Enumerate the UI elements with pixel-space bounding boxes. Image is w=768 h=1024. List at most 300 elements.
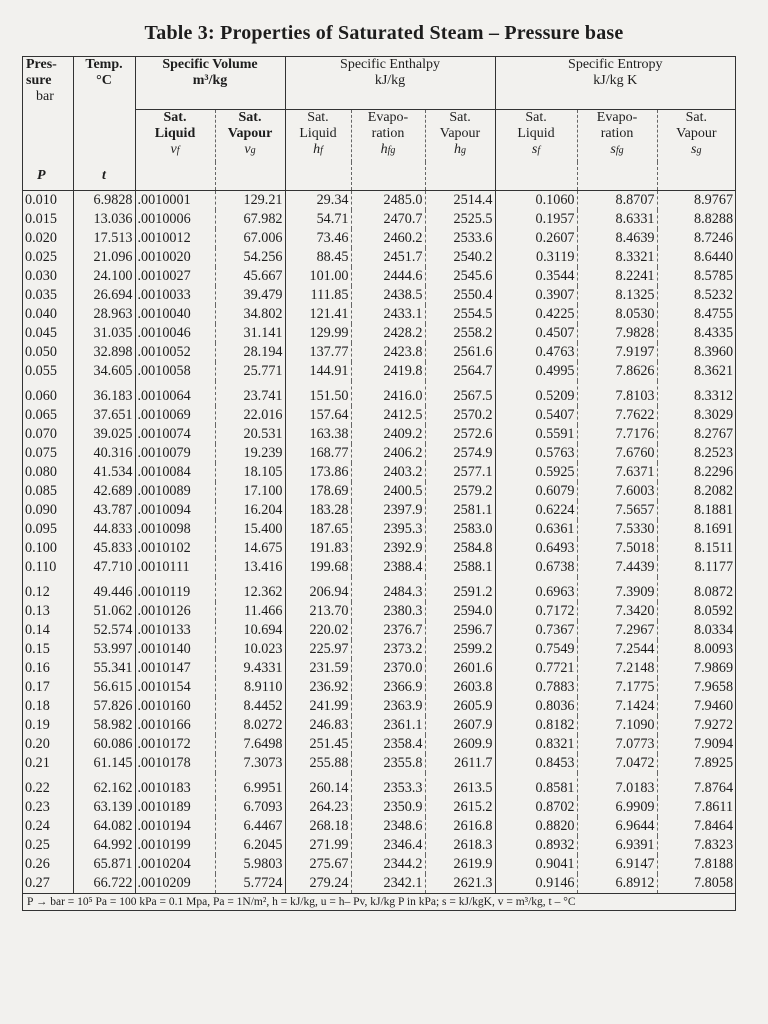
sat-liquid-enthalpy-cell: 255.88 (285, 754, 351, 773)
temperature-header-label: Temp. (85, 57, 123, 72)
header-spacer-sg (657, 162, 735, 191)
sat-vapour-volume-cell: 45.667 (215, 267, 285, 286)
pressure-cell: 0.085 (25, 483, 57, 499)
sat-liquid-volume-cell: .0010098 (135, 520, 215, 539)
sat-vapour-volume-cell: 11.466 (215, 602, 285, 621)
evaporation-enthalpy-cell: 2428.2 (351, 324, 425, 343)
table-row (23, 501, 735, 520)
sat-vapour-volume-header (215, 110, 285, 163)
sf-label-1: Sat. (525, 110, 547, 125)
evaporation-entropy-cell: 7.8103 (577, 381, 657, 406)
sat-liquid-entropy-cell: 0.8581 (495, 773, 577, 798)
sat-vapour-volume-cell: 9.4331 (215, 659, 285, 678)
table-row (23, 640, 735, 659)
evaporation-enthalpy-cell: 2392.9 (351, 539, 425, 558)
sat-liquid-enthalpy-cell: 29.34 (285, 191, 351, 211)
table-row (23, 191, 735, 211)
sat-vapour-enthalpy-cell: 2611.7 (425, 754, 495, 773)
sat-vapour-entropy-cell: 7.8323 (657, 836, 735, 855)
sat-liquid-volume-cell: .0010166 (135, 716, 215, 735)
sat-vapour-volume-cell: 18.105 (215, 463, 285, 482)
sat-liquid-entropy-cell: 0.6079 (495, 482, 577, 501)
sat-liquid-enthalpy-cell: 275.67 (285, 855, 351, 874)
sat-vapour-entropy-cell: 8.2523 (657, 444, 735, 463)
sat-liquid-entropy-cell: 0.4225 (495, 305, 577, 324)
sat-liquid-enthalpy-cell: 220.02 (285, 621, 351, 640)
sg-label-1: Sat. (685, 110, 707, 125)
header-spacer-sf (495, 162, 577, 191)
evaporation-enthalpy-cell: 2388.4 (351, 558, 425, 577)
table-row (23, 305, 735, 324)
sat-vapour-entropy-cell: 7.8925 (657, 754, 735, 773)
sat-vapour-enthalpy-cell: 2616.8 (425, 817, 495, 836)
sat-liquid-enthalpy-cell: 151.50 (285, 381, 351, 406)
sat-liquid-enthalpy-cell: 225.97 (285, 640, 351, 659)
table-title: Table 3: Properties of Saturated Steam – Pressure base (144, 22, 624, 44)
evaporation-enthalpy-cell: 2380.3 (351, 602, 425, 621)
evaporation-enthalpy-cell: 2416.0 (351, 381, 425, 406)
table-row (23, 229, 735, 248)
pressure-cell: 0.26 (25, 856, 50, 872)
temperature-cell: 36.183 (73, 381, 135, 406)
sat-liquid-enthalpy-cell: 187.65 (285, 520, 351, 539)
table-row (23, 463, 735, 482)
evaporation-enthalpy-cell: 2419.8 (351, 362, 425, 381)
sat-liquid-entropy-cell: 0.5925 (495, 463, 577, 482)
sat-vapour-volume-cell: 6.9951 (215, 773, 285, 798)
evaporation-entropy-cell: 7.7176 (577, 425, 657, 444)
sat-vapour-volume-cell: 16.204 (215, 501, 285, 520)
sat-liquid-volume-cell: .0010040 (135, 305, 215, 324)
sat-liquid-volume-cell: .0010094 (135, 501, 215, 520)
sat-vapour-enthalpy-cell: 2567.5 (425, 381, 495, 406)
evaporation-enthalpy-cell: 2470.7 (351, 210, 425, 229)
sat-vapour-volume-cell: 39.479 (215, 286, 285, 305)
sat-liquid-entropy-cell: 0.8036 (495, 697, 577, 716)
evaporation-entropy-cell: 8.2241 (577, 267, 657, 286)
temperature-cell: 40.316 (73, 444, 135, 463)
header-spacer-hfg (351, 162, 425, 191)
sat-vapour-volume-cell: 8.0272 (215, 716, 285, 735)
sat-liquid-enthalpy-cell: 168.77 (285, 444, 351, 463)
pressure-header (23, 57, 73, 162)
temperature-header (73, 57, 135, 162)
temperature-cell: 57.826 (73, 697, 135, 716)
sat-vapour-volume-cell: 20.531 (215, 425, 285, 444)
sfg-label-1: Evapo- (596, 110, 638, 125)
sat-liquid-volume-cell: .0010189 (135, 798, 215, 817)
evaporation-entropy-cell: 7.7622 (577, 406, 657, 425)
sat-vapour-enthalpy-cell: 2605.9 (425, 697, 495, 716)
evaporation-entropy-cell: 7.2967 (577, 621, 657, 640)
sat-liquid-entropy-cell: 0.4763 (495, 343, 577, 362)
sat-liquid-volume-cell: .0010133 (135, 621, 215, 640)
pressure-cell: 0.20 (25, 736, 50, 752)
sat-vapour-entropy-cell: 7.9272 (657, 716, 735, 735)
evaporation-enthalpy-cell: 2353.3 (351, 773, 425, 798)
sat-liquid-enthalpy-cell: 271.99 (285, 836, 351, 855)
table-row (23, 343, 735, 362)
sat-liquid-volume-cell: .0010199 (135, 836, 215, 855)
sat-liquid-enthalpy-cell: 101.00 (285, 267, 351, 286)
evaporation-entropy-cell: 7.5657 (577, 501, 657, 520)
sat-liquid-volume-cell: .0010052 (135, 343, 215, 362)
sat-vapour-volume-cell: 7.3073 (215, 754, 285, 773)
sat-vapour-entropy-cell: 8.2296 (657, 463, 735, 482)
evaporation-enthalpy-cell: 2451.7 (351, 248, 425, 267)
sat-liquid-volume-cell: .0010064 (135, 381, 215, 406)
evaporation-entropy-cell: 7.2148 (577, 659, 657, 678)
evaporation-enthalpy-cell: 2423.8 (351, 343, 425, 362)
table-row (23, 267, 735, 286)
sat-vapour-enthalpy-cell: 2564.7 (425, 362, 495, 381)
table-row (23, 754, 735, 773)
evaporation-enthalpy-cell: 2409.2 (351, 425, 425, 444)
evaporation-entropy-cell: 7.0472 (577, 754, 657, 773)
sat-vapour-volume-cell: 22.016 (215, 406, 285, 425)
sat-liquid-entropy-cell: 0.8182 (495, 716, 577, 735)
sat-vapour-enthalpy-cell: 2603.8 (425, 678, 495, 697)
sat-vapour-entropy-cell: 8.3029 (657, 406, 735, 425)
evaporation-enthalpy-cell: 2358.4 (351, 735, 425, 754)
sat-liquid-volume-cell: .0010209 (135, 874, 215, 893)
sat-liquid-entropy-cell: 0.4507 (495, 324, 577, 343)
table-row (23, 577, 735, 602)
temperature-cell: 37.651 (73, 406, 135, 425)
temperature-cell: 31.035 (73, 324, 135, 343)
evaporation-entropy-cell: 7.6003 (577, 482, 657, 501)
sat-liquid-entropy-cell: 0.5209 (495, 381, 577, 406)
evaporation-enthalpy-cell: 2484.3 (351, 577, 425, 602)
sat-liquid-volume-cell: .0010046 (135, 324, 215, 343)
evaporation-enthalpy-cell: 2395.3 (351, 520, 425, 539)
evaporation-entropy-cell: 7.6371 (577, 463, 657, 482)
evaporation-entropy-cell: 7.0183 (577, 773, 657, 798)
hfg-label-1: Evapo- (367, 110, 409, 125)
sat-liquid-volume-cell: .0010126 (135, 602, 215, 621)
sat-vapour-volume-cell: 13.416 (215, 558, 285, 577)
sat-vapour-entropy-cell: 8.0872 (657, 577, 735, 602)
sg-symbol-letter: s (691, 142, 697, 157)
sat-liquid-enthalpy-cell: 88.45 (285, 248, 351, 267)
specific-enthalpy-unit: kJ/kg (374, 73, 406, 88)
evaporation-enthalpy-cell: 2444.6 (351, 267, 425, 286)
temperature-cell: 32.898 (73, 343, 135, 362)
sat-vapour-entropy-cell: 7.8188 (657, 855, 735, 874)
sat-liquid-volume-cell: .0010183 (135, 773, 215, 798)
header-spacer-hf (285, 162, 351, 191)
sat-liquid-volume-cell: .0010194 (135, 817, 215, 836)
temperature-cell: 52.574 (73, 621, 135, 640)
steam-properties-table (23, 57, 735, 893)
table-row (23, 425, 735, 444)
hg-symbol-sub: g (461, 145, 466, 156)
temperature-cell: 6.9828 (73, 191, 135, 211)
specific-enthalpy-header (285, 57, 495, 110)
sat-vapour-enthalpy-cell: 2588.1 (425, 558, 495, 577)
sat-vapour-entropy-cell: 8.1691 (657, 520, 735, 539)
sat-vapour-enthalpy-cell: 2550.4 (425, 286, 495, 305)
sat-vapour-entropy-cell: 7.8058 (657, 874, 735, 893)
sat-vapour-entropy-cell: 8.3960 (657, 343, 735, 362)
table-row (23, 248, 735, 267)
sat-liquid-enthalpy-cell: 137.77 (285, 343, 351, 362)
sat-vapour-volume-cell: 17.100 (215, 482, 285, 501)
sat-vapour-entropy-cell: 7.9869 (657, 659, 735, 678)
pressure-cell: 0.090 (25, 502, 57, 518)
vg-symbol-letter: v (244, 142, 251, 157)
evaporation-enthalpy-cell: 2397.9 (351, 501, 425, 520)
pressure-cell: 0.080 (25, 464, 57, 480)
evaporation-entropy-cell: 7.0773 (577, 735, 657, 754)
sat-vapour-entropy-cell: 7.8464 (657, 817, 735, 836)
vf-label-1: Sat. (163, 110, 187, 125)
sat-liquid-volume-cell: .0010154 (135, 678, 215, 697)
evaporation-entropy-cell: 8.6331 (577, 210, 657, 229)
sat-liquid-volume-cell: .0010006 (135, 210, 215, 229)
sat-vapour-enthalpy-cell: 2621.3 (425, 874, 495, 893)
table-row (23, 836, 735, 855)
sat-vapour-enthalpy-cell: 2574.9 (425, 444, 495, 463)
sat-vapour-volume-cell: 34.802 (215, 305, 285, 324)
sat-vapour-entropy-cell: 8.6440 (657, 248, 735, 267)
sat-liquid-enthalpy-cell: 246.83 (285, 716, 351, 735)
sat-liquid-entropy-cell: 0.6224 (495, 501, 577, 520)
sat-liquid-entropy-cell: 0.8321 (495, 735, 577, 754)
temperature-header-unit: °C (96, 73, 112, 88)
sg-symbol (660, 142, 734, 159)
evaporation-enthalpy-cell: 2376.7 (351, 621, 425, 640)
sat-liquid-volume-cell: .0010119 (135, 577, 215, 602)
sat-liquid-volume-cell: .0010074 (135, 425, 215, 444)
pressure-cell: 0.060 (25, 388, 57, 404)
table-row (23, 874, 735, 893)
hfg-symbol-letter: h (380, 142, 388, 157)
sat-vapour-volume-cell: 19.239 (215, 444, 285, 463)
hfg-symbol (354, 142, 423, 159)
evaporation-entropy-cell: 7.8626 (577, 362, 657, 381)
hf-symbol (288, 142, 349, 159)
sat-vapour-enthalpy-cell: 2514.4 (425, 191, 495, 211)
table-row (23, 621, 735, 640)
sat-liquid-volume-cell: .0010020 (135, 248, 215, 267)
sat-liquid-entropy-cell: 0.9041 (495, 855, 577, 874)
temperature-cell: 34.605 (73, 362, 135, 381)
sfg-symbol (580, 142, 655, 159)
sat-vapour-volume-cell: 25.771 (215, 362, 285, 381)
sat-liquid-enthalpy-cell: 199.68 (285, 558, 351, 577)
sat-vapour-entropy-cell: 8.2082 (657, 482, 735, 501)
sat-vapour-enthalpy-cell: 2570.2 (425, 406, 495, 425)
sat-vapour-enthalpy-cell: 2561.6 (425, 343, 495, 362)
evaporation-enthalpy-cell: 2355.8 (351, 754, 425, 773)
sat-liquid-volume-cell: .0010089 (135, 482, 215, 501)
evaporation-entropy-cell: 6.9909 (577, 798, 657, 817)
table-row (23, 286, 735, 305)
table-row (23, 520, 735, 539)
table-row (23, 659, 735, 678)
sat-vapour-volume-cell: 6.4467 (215, 817, 285, 836)
temperature-symbol: t (73, 162, 135, 191)
sat-liquid-volume-cell: .0010172 (135, 735, 215, 754)
sat-vapour-enthalpy-cell: 2584.8 (425, 539, 495, 558)
sat-liquid-enthalpy-cell: 279.24 (285, 874, 351, 893)
sat-liquid-volume-cell: .0010079 (135, 444, 215, 463)
vf-symbol (138, 142, 213, 159)
sat-vapour-enthalpy-cell: 2596.7 (425, 621, 495, 640)
temperature-cell: 56.615 (73, 678, 135, 697)
sat-liquid-entropy-cell: 0.2607 (495, 229, 577, 248)
sat-vapour-entropy-cell: 8.0334 (657, 621, 735, 640)
table-row (23, 678, 735, 697)
vf-symbol-sub: f (176, 145, 180, 156)
sat-vapour-enthalpy-cell: 2583.0 (425, 520, 495, 539)
sat-liquid-entropy-cell: 0.7367 (495, 621, 577, 640)
sat-vapour-enthalpy-cell: 2554.5 (425, 305, 495, 324)
vg-label-2: Vapour (227, 126, 273, 141)
sat-vapour-entropy-cell: 8.4755 (657, 305, 735, 324)
evaporation-entropy-cell: 6.9644 (577, 817, 657, 836)
vg-symbol-sub: g (250, 145, 256, 156)
sat-liquid-enthalpy-cell: 54.71 (285, 210, 351, 229)
sat-liquid-entropy-cell: 0.8453 (495, 754, 577, 773)
sat-liquid-volume-header (135, 110, 215, 163)
sat-liquid-enthalpy-cell: 241.99 (285, 697, 351, 716)
table-row (23, 602, 735, 621)
sat-vapour-volume-cell: 10.694 (215, 621, 285, 640)
sat-vapour-entropy-cell: 8.1511 (657, 539, 735, 558)
evaporation-entropy-cell: 6.8912 (577, 874, 657, 893)
sfg-label-2: ration (600, 126, 634, 141)
evaporation-entropy-cell: 8.3321 (577, 248, 657, 267)
evaporation-enthalpy-cell: 2373.2 (351, 640, 425, 659)
evaporation-enthalpy-cell: 2412.5 (351, 406, 425, 425)
sat-vapour-entropy-cell: 8.2767 (657, 425, 735, 444)
evaporation-enthalpy-cell: 2400.5 (351, 482, 425, 501)
evaporation-entropy-cell: 8.0530 (577, 305, 657, 324)
sat-liquid-entropy-cell: 0.8820 (495, 817, 577, 836)
pressure-cell: 0.075 (25, 445, 57, 461)
evaporation-entropy-cell: 8.8707 (577, 191, 657, 211)
sat-liquid-enthalpy-cell: 213.70 (285, 602, 351, 621)
pressure-header-line1: Pres- (26, 57, 57, 72)
evaporation-entropy-cell: 6.9147 (577, 855, 657, 874)
sat-liquid-enthalpy-header (285, 110, 351, 163)
sat-vapour-enthalpy-cell: 2579.2 (425, 482, 495, 501)
sat-vapour-entropy-cell: 8.8288 (657, 210, 735, 229)
sat-liquid-entropy-cell: 0.9146 (495, 874, 577, 893)
sat-liquid-entropy-cell: 0.5407 (495, 406, 577, 425)
sat-liquid-enthalpy-cell: 163.38 (285, 425, 351, 444)
header-spacer-vf (135, 162, 215, 191)
pressure-cell: 0.065 (25, 407, 57, 423)
evaporation-enthalpy-cell: 2460.2 (351, 229, 425, 248)
temperature-cell: 17.513 (73, 229, 135, 248)
sat-vapour-entropy-cell: 8.5785 (657, 267, 735, 286)
steam-table-container (22, 56, 736, 911)
sat-liquid-volume-cell: .0010033 (135, 286, 215, 305)
hg-symbol (428, 142, 493, 159)
sat-liquid-entropy-cell: 0.8932 (495, 836, 577, 855)
table-row (23, 324, 735, 343)
evaporation-enthalpy-cell: 2348.6 (351, 817, 425, 836)
sat-liquid-enthalpy-cell: 268.18 (285, 817, 351, 836)
sat-liquid-enthalpy-cell: 73.46 (285, 229, 351, 248)
sat-vapour-entropy-cell: 8.3621 (657, 362, 735, 381)
sat-vapour-enthalpy-cell: 2525.5 (425, 210, 495, 229)
sat-vapour-enthalpy-cell: 2533.6 (425, 229, 495, 248)
temperature-cell: 53.997 (73, 640, 135, 659)
pressure-header-unit: bar (36, 89, 54, 104)
specific-volume-header (135, 57, 285, 110)
pressure-symbol: P (23, 162, 73, 191)
temperature-cell: 58.982 (73, 716, 135, 735)
sat-vapour-volume-cell: 10.023 (215, 640, 285, 659)
table-row (23, 362, 735, 381)
vg-label-1: Sat. (238, 110, 262, 125)
sat-liquid-entropy-cell: 0.6738 (495, 558, 577, 577)
pressure-cell: 0.025 (25, 249, 57, 265)
header-spacer-sfg (577, 162, 657, 191)
sat-vapour-enthalpy-cell: 2601.6 (425, 659, 495, 678)
evaporation-entropy-cell: 8.1325 (577, 286, 657, 305)
pressure-cell: 0.16 (25, 660, 50, 676)
pressure-cell: 0.12 (25, 584, 50, 600)
sf-label-2: Liquid (517, 126, 555, 141)
temperature-cell: 43.787 (73, 501, 135, 520)
temperature-cell: 55.341 (73, 659, 135, 678)
vg-symbol (218, 142, 283, 159)
hf-label-2: Liquid (299, 126, 337, 141)
sat-vapour-enthalpy-cell: 2577.1 (425, 463, 495, 482)
sat-vapour-entropy-cell: 8.4335 (657, 324, 735, 343)
evaporation-enthalpy-header (351, 110, 425, 163)
evaporation-entropy-cell: 7.1424 (577, 697, 657, 716)
table-row (23, 539, 735, 558)
sat-vapour-volume-cell: 5.7724 (215, 874, 285, 893)
temperature-cell: 21.096 (73, 248, 135, 267)
sat-vapour-volume-cell: 7.6498 (215, 735, 285, 754)
pressure-cell: 0.010 (25, 192, 57, 208)
pressure-cell: 0.045 (25, 325, 57, 341)
sat-vapour-entropy-cell: 7.8611 (657, 798, 735, 817)
sat-liquid-entropy-cell: 0.7549 (495, 640, 577, 659)
sat-liquid-entropy-cell: 0.7172 (495, 602, 577, 621)
pressure-cell: 0.23 (25, 799, 50, 815)
pressure-cell: 0.030 (25, 268, 57, 284)
evaporation-entropy-cell: 8.4639 (577, 229, 657, 248)
sat-vapour-entropy-cell: 8.1177 (657, 558, 735, 577)
temperature-cell: 64.082 (73, 817, 135, 836)
sat-liquid-enthalpy-cell: 191.83 (285, 539, 351, 558)
evaporation-enthalpy-cell: 2361.1 (351, 716, 425, 735)
sat-liquid-volume-cell: .0010160 (135, 697, 215, 716)
evaporation-enthalpy-cell: 2438.5 (351, 286, 425, 305)
sat-liquid-volume-cell: .0010111 (135, 558, 215, 577)
sat-liquid-entropy-cell: 0.5591 (495, 425, 577, 444)
sf-symbol-letter: s (531, 142, 538, 157)
sat-liquid-enthalpy-cell: 231.59 (285, 659, 351, 678)
temperature-cell: 63.139 (73, 798, 135, 817)
sat-vapour-enthalpy-cell: 2581.1 (425, 501, 495, 520)
sg-label-2: Vapour (676, 126, 717, 141)
sat-vapour-volume-cell: 14.675 (215, 539, 285, 558)
table-row (23, 482, 735, 501)
specific-entropy-header (495, 57, 735, 110)
sat-liquid-entropy-cell: 0.5763 (495, 444, 577, 463)
pressure-cell: 0.15 (25, 641, 50, 657)
pressure-cell: 0.17 (25, 679, 50, 695)
